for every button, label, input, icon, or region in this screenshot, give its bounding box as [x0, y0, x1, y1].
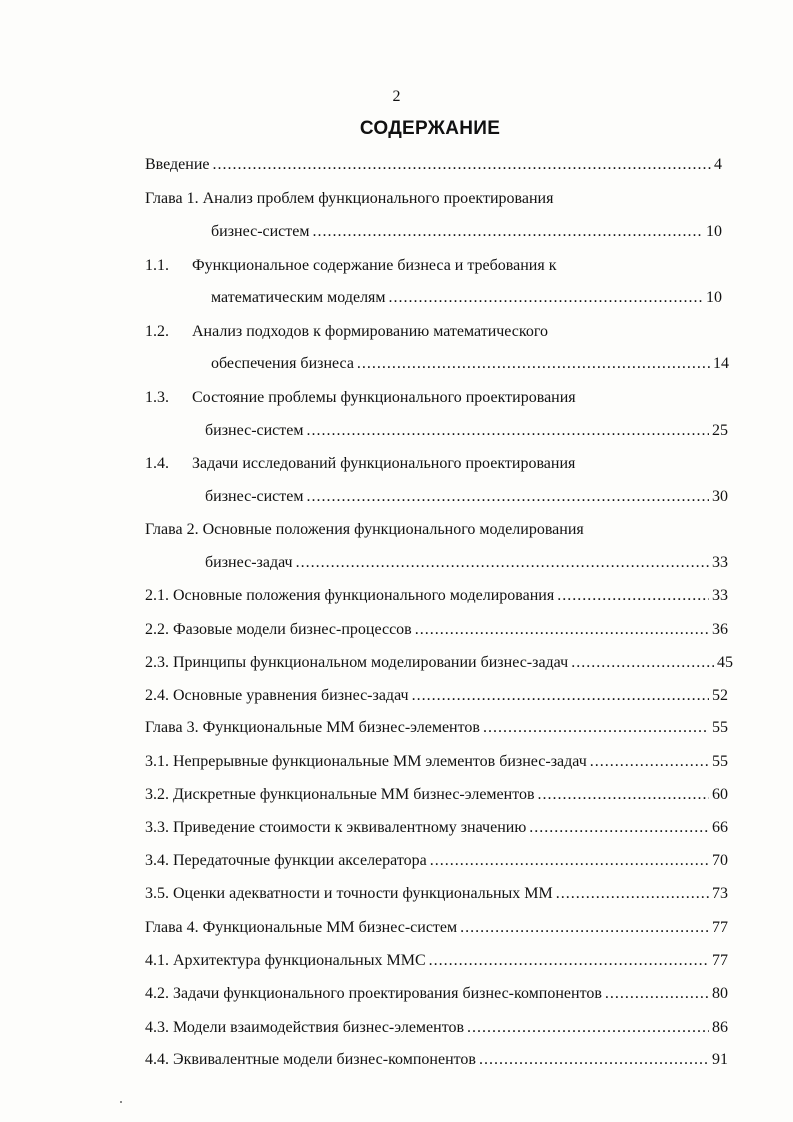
toc-entry-1-2[interactable] — [145, 320, 745, 344]
toc-entry-1-3[interactable] — [145, 386, 745, 410]
toc-entry-4-2[interactable] — [145, 982, 728, 1006]
toc-entry-label: Задачи исследований функционального проектирования — [192, 455, 576, 472]
toc-entry-page: 73 — [712, 885, 728, 902]
toc-entry-3-1[interactable] — [145, 750, 728, 774]
toc-entry-label: 3.4. Передаточные функции акселератора — [145, 852, 427, 869]
toc-entry-page: 10 — [706, 223, 722, 240]
toc-entry-label: Введение — [145, 156, 210, 173]
toc-entry-label: 3.2. Дискретные функциональные ММ бизнес-элементов — [145, 786, 535, 803]
toc-entry-chapter-4[interactable] — [145, 916, 728, 940]
toc-entry-page: 55 — [712, 753, 728, 770]
toc-entry-label: бизнес-систем — [205, 422, 304, 439]
toc-entry-label: 3.1. Непрерывные функциональные ММ элементов бизнес-задач — [145, 753, 587, 770]
toc-entry-label: 3.5. Оценки адекватности и точности функциональных ММ — [145, 885, 553, 902]
toc-entry-intro[interactable] — [145, 153, 722, 177]
toc-entry-label: 4.4. Эквивалентные модели бизнес-компонентов — [145, 1051, 476, 1068]
toc-entry-label: бизнес-систем — [211, 223, 310, 240]
toc-entry-1-1-cont[interactable] — [211, 286, 722, 310]
toc-entry-label: 2.4. Основные уравнения бизнес-задач — [145, 687, 409, 704]
toc-entry-3-4[interactable] — [145, 849, 728, 873]
toc-entry-chapter-3[interactable] — [145, 716, 728, 740]
toc-entry-page: 52 — [712, 687, 728, 704]
toc-entry-4-4[interactable] — [145, 1048, 728, 1072]
toc-entry-label: Глава 2. Основные положения функционального моделирования — [145, 521, 584, 538]
toc-entry-page: 77 — [712, 952, 728, 969]
toc-entry-2-3[interactable] — [145, 651, 733, 675]
toc-entry-page: 86 — [712, 1019, 728, 1036]
toc-entry-page: 60 — [712, 786, 728, 803]
toc-entry-chapter-1-cont[interactable] — [211, 220, 722, 244]
toc-entry-label: Глава 3. Функциональные ММ бизнес-элементов — [145, 719, 480, 736]
toc-entry-1-3-cont[interactable] — [205, 419, 728, 443]
toc-entry-label: математическим моделям — [211, 289, 386, 306]
toc-entry-page: 36 — [712, 621, 728, 638]
toc-entry-3-5[interactable] — [145, 882, 728, 906]
toc-entry-label: 2.3. Принципы функциональном моделировании бизнес-задач — [145, 654, 569, 671]
toc-entry-3-3[interactable] — [145, 816, 728, 840]
toc-entry-label: 3.3. Приведение стоимости к эквивалентному значению — [145, 819, 527, 836]
toc-entry-label: Состояние проблемы функционального проектирования — [192, 389, 576, 406]
toc-entry-label: 4.1. Архитектура функциональных ММС — [145, 952, 426, 969]
toc-entry-label: 2.1. Основные положения функционального моделирования — [145, 587, 555, 604]
toc-entry-label: Глава 1. Анализ проблем функционального проектирования — [145, 190, 554, 207]
toc-entry-page: 4 — [714, 156, 722, 173]
toc-entry-1-4-cont[interactable] — [205, 485, 728, 509]
toc-entry-page: 80 — [712, 985, 728, 1002]
toc-entry-label: бизнес-задач — [205, 554, 293, 571]
toc-entry-label: 2.2. Фазовые модели бизнес-процессов — [145, 621, 412, 638]
toc-entry-3-2[interactable] — [145, 783, 728, 807]
toc-entry-label: бизнес-систем — [205, 488, 304, 505]
toc-entry-page: 45 — [717, 654, 733, 671]
toc-entry-2-1[interactable] — [145, 584, 728, 608]
toc-entry-label: 4.2. Задачи функционального проектирования бизнес-компонентов — [145, 985, 602, 1002]
toc-entry-number: 1.2. — [145, 323, 169, 340]
scan-speck — [120, 1101, 122, 1103]
toc-entry-page: 10 — [706, 289, 722, 306]
page-title: СОДЕРЖАНИЕ — [359, 118, 501, 139]
toc-entry-number: 1.3. — [145, 389, 169, 406]
toc-entry-page: 33 — [712, 587, 728, 604]
toc-entry-page: 70 — [712, 852, 728, 869]
toc-entry-page: 55 — [712, 719, 728, 736]
toc-entry-2-2[interactable] — [145, 618, 728, 642]
toc-entry-chapter-2-cont[interactable] — [205, 551, 728, 575]
toc-entry-chapter-2[interactable] — [145, 518, 745, 542]
toc-entry-1-1[interactable] — [145, 254, 745, 278]
toc-entry-label: Глава 4. Функциональные ММ бизнес-систем — [145, 919, 458, 936]
toc-entry-page: 91 — [712, 1051, 728, 1068]
toc-entry-page: 66 — [712, 819, 728, 836]
toc-entry-chapter-1[interactable] — [145, 187, 745, 211]
toc-entry-number: 1.1. — [145, 257, 169, 274]
toc-entry-label: 4.3. Модели взаимодействия бизнес-элементов — [145, 1019, 465, 1036]
toc-entry-page: 25 — [712, 422, 728, 439]
toc-entry-label: обеспечения бизнеса — [211, 355, 354, 372]
toc-entry-1-2-cont[interactable] — [211, 352, 729, 376]
toc-entry-label: Анализ подходов к формированию математического — [192, 323, 549, 340]
toc-entry-4-3[interactable] — [145, 1016, 728, 1040]
toc-entry-1-4[interactable] — [145, 452, 745, 476]
toc-entry-2-4[interactable] — [145, 684, 728, 708]
toc-entry-page: 14 — [713, 355, 729, 372]
toc-entry-page: 30 — [712, 488, 728, 505]
toc-entry-4-1[interactable] — [145, 949, 728, 973]
toc-entry-page: 77 — [712, 919, 728, 936]
toc-entry-number: 1.4. — [145, 455, 169, 472]
toc-entry-label: Функциональное содержание бизнеса и требования к — [192, 257, 557, 274]
toc-entry-page: 33 — [712, 554, 728, 571]
page-number: 2 — [392, 88, 401, 105]
